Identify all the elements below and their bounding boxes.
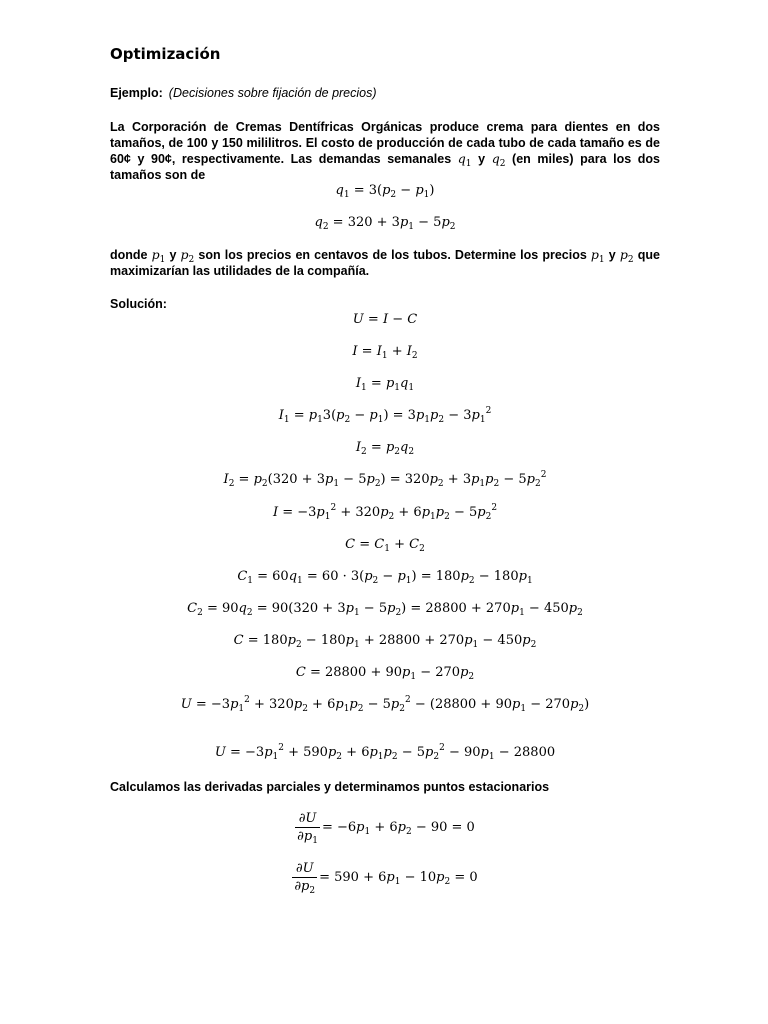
problem-text-1: La Corporación de Cremas Dentífricas Orgánicas produce crema para dientes en dos tamaños, de 100 y 150 mililitros. El costo de producción de cada tubo de cada tamaño es de 60¢ y 90¢, respectivamente. Las demandas semanales [110,120,660,166]
equation-q1: $q_1 = 3(p_2 - p_1)$ [335,183,435,200]
equation-income-1: $I_1 = p_1q_1$ [355,376,415,393]
partials-text: Calculamos las derivadas parciales y determinamos puntos estacionarios [110,780,550,794]
equation-income-total: $I = -3p_1^2 + 320p_2 + 6p_1p_2 - 5p_2^2$ [272,503,498,522]
equation-q2: $q_2 = 320 + 3p_1 - 5p_2$ [314,215,456,232]
equation-cost-sum: $C = 180p_2 - 180p_1 + 28800 + 270p_1 - 450p_2$ [233,633,537,650]
problem-question [110,247,660,279]
problem-statement [110,119,660,183]
problem-text-4: son los precios en centavos de los tubos. Determine los precios [198,248,587,262]
equation-cost-simplified: $C = 28800 + 90p_1 - 270p_2$ [295,665,475,682]
var-q2: $q_2$ [491,151,506,169]
problem-text-3: donde [110,248,148,262]
var-q1: $q_1$ [457,151,472,169]
equation-cost-definition: $C = C_1 + C_2$ [345,537,425,554]
equation-utility-final: $U = -3p_1^2 + 590p_2 + 6p_1p_2 - 5p_2^2 - 90p_1 - 28800$ [214,743,556,762]
conjunction-y: y [608,248,616,262]
var-p2: $p_2$ [180,247,195,265]
equation-income-definition: $I = I_1 + I_2$ [352,344,418,361]
fraction: $\frac{\partial U}{\partial p_2}$ [294,861,316,896]
equation-utility-definition: U = I − C [352,312,418,327]
example-label: Ejemplo: [110,86,163,100]
equation-income-2: $I_2 = p_2q_2$ [355,440,415,457]
var-p2: $p_2$ [619,247,634,265]
conjunction-y: y [478,152,486,166]
equation-utility-expanded: $U = -3p_1^2 + 320p_2 + 6p_1p_2 - 5p_2^2 - (28800 + 90p_1 - 270p_2)$ [180,695,590,714]
fraction: $\frac{\partial U}{\partial p_1}$ [297,811,318,846]
equation-cost-1: $C_1 = 60q_1 = 60 \cdot 3(p_2 - p_1) = 180p_2 - 180p_1$ [237,569,533,586]
page-title: Optimización [110,45,221,63]
problem-text-2: (en miles) para los dos tamaños son de [110,152,660,182]
solution-label: Solución: [110,297,167,311]
equation-cost-2: $C_2 = 90q_2 = 90(320 + 3p_1 - 5p_2) = 28800 + 270p_1 - 450p_2$ [187,601,583,618]
equation-income-1-expanded: $I_1 = p_13(p_2 - p_1) = 3p_1p_2 - 3p_1^2$ [278,406,492,425]
equation-partial-p1: $\frac{\partial U}{\partial p_1}$ = $-6p_1 + 6p_2 - 90 = 0$ [297,811,475,846]
conjunction-y: y [169,248,177,262]
example-heading [110,86,377,100]
equation-income-2-expanded: $I_2 = p_2(320 + 3p_1 - 5p_2) = 320p_2 + 3p_1p_2 - 5p_2^2$ [223,470,547,489]
example-subtitle: (Decisiones sobre fijación de precios) [168,86,377,100]
var-p1: $p_1$ [590,247,605,265]
equation-partial-p2: $\frac{\partial U}{\partial p_2}$ = $590 + 6p_1 - 10p_2 = 0$ [294,861,478,896]
var-p1: $p_1$ [151,247,166,265]
problem-text-5: que maximizarían las utilidades de la compañía. [110,248,660,278]
